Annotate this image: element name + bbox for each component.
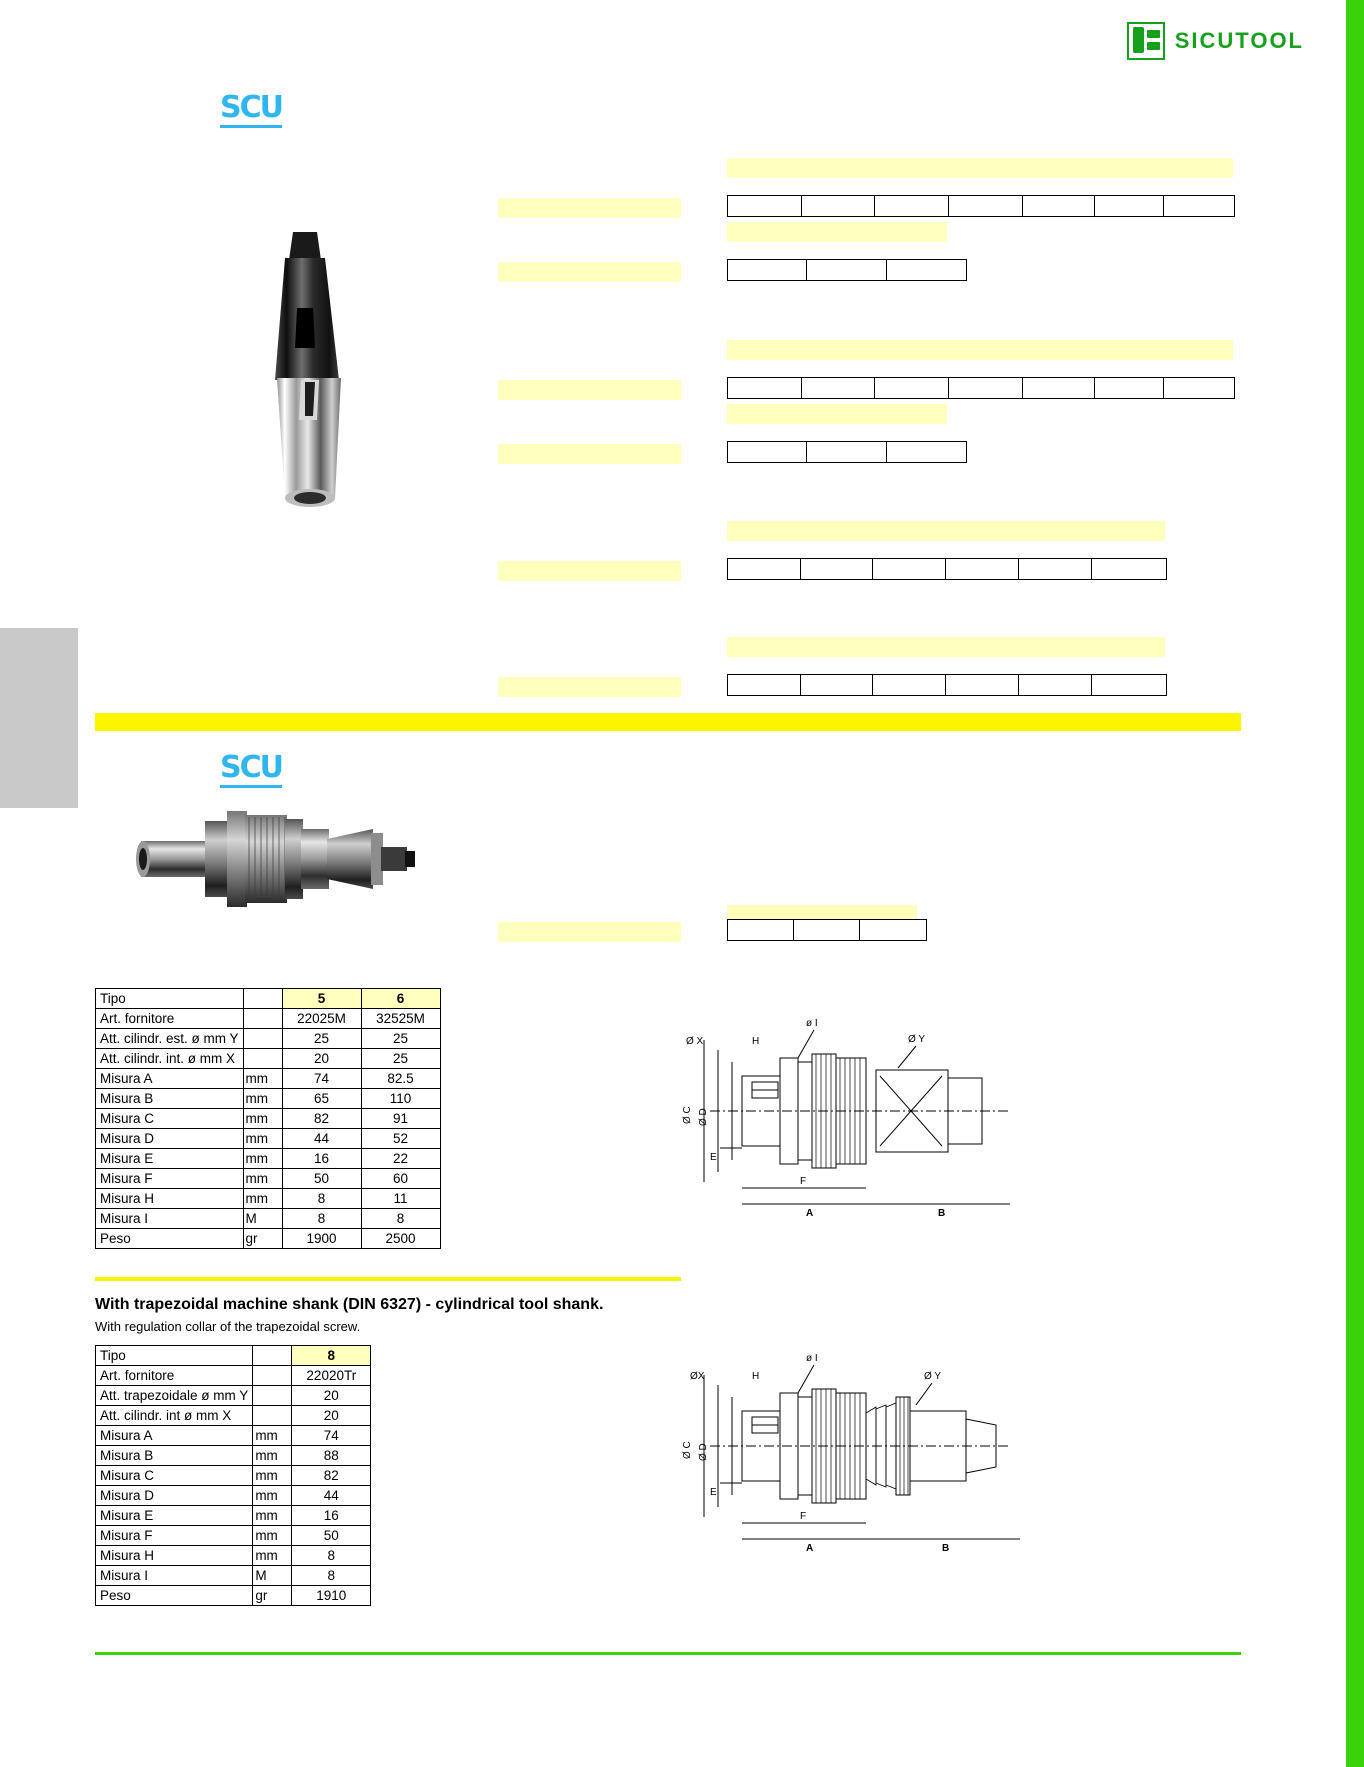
dim-label-f: F [800, 1176, 807, 1187]
redacted-label-6 [498, 677, 681, 697]
row-unit: mm [253, 1446, 292, 1466]
row-label: Misura A [96, 1426, 253, 1446]
row-unit: mm [243, 1149, 282, 1169]
row-label: Att. cilindr. est. ø mm Y [96, 1029, 244, 1049]
row-value: 20 [292, 1406, 371, 1426]
row-unit: mm [243, 1129, 282, 1149]
row-unit [243, 1029, 282, 1049]
row-value: 110 [361, 1089, 440, 1109]
row-unit: gr [253, 1586, 292, 1606]
redacted-label-7 [498, 922, 681, 942]
row-value: 25 [361, 1049, 440, 1069]
spec-boxrow-5 [727, 558, 1167, 580]
company-name: SICUTOOL [1174, 28, 1304, 53]
row-value: 6 [361, 989, 440, 1009]
row-value: 44 [292, 1486, 371, 1506]
spec-boxrow-6 [727, 674, 1167, 696]
table-row [96, 1366, 371, 1386]
redacted-heading-3 [727, 521, 1165, 541]
table-row [96, 1129, 441, 1149]
table-row [96, 1346, 371, 1366]
scu-logo-top: SCU [220, 90, 282, 125]
dim2-label-e: E [710, 1487, 717, 1498]
redacted-heading-1 [727, 158, 1233, 178]
spec-table-bottom-body [96, 1346, 371, 1606]
row-label: Misura A [96, 1069, 244, 1089]
row-unit: mm [243, 1069, 282, 1089]
section-title: With trapezoidal machine shank (DIN 6327) - cylindrical tool shank. [95, 1296, 604, 1313]
row-value: 91 [361, 1109, 440, 1129]
table-row [96, 1426, 371, 1446]
dim2-label-od: Ø D [698, 1443, 709, 1461]
row-label: Misura C [96, 1109, 244, 1129]
row-value: 82 [282, 1109, 361, 1129]
row-value: 74 [282, 1069, 361, 1089]
row-unit: M [243, 1209, 282, 1229]
row-label: Peso [96, 1586, 253, 1606]
row-value: 44 [282, 1129, 361, 1149]
table-row [96, 1546, 371, 1566]
row-value: 8 [282, 1209, 361, 1229]
row-unit: M [253, 1566, 292, 1586]
table-row [96, 1526, 371, 1546]
row-label: Att. cilindr. int. ø mm X [96, 1049, 244, 1069]
table-row [96, 1149, 441, 1169]
redacted-subheading-2 [727, 404, 947, 424]
dim-label-oy: Ø Y [908, 1034, 926, 1045]
row-unit [253, 1346, 292, 1366]
table-row [96, 1209, 441, 1229]
product-image-tapping-chuck [135, 795, 475, 925]
technical-drawing-top [680, 1000, 1060, 1230]
row-value: 22020Tr [292, 1366, 371, 1386]
row-label: Misura F [96, 1526, 253, 1546]
table-row [96, 1049, 441, 1069]
redacted-label-1 [498, 198, 681, 218]
row-label: Att. trapezoidale ø mm Y [96, 1386, 253, 1406]
dim-label-oc: Ø C [682, 1106, 693, 1124]
table-row [96, 1386, 371, 1406]
table-row [96, 1089, 441, 1109]
row-value: 50 [282, 1169, 361, 1189]
row-value: 82.5 [361, 1069, 440, 1089]
row-value: 88 [292, 1446, 371, 1466]
dim-label-e: E [710, 1152, 717, 1163]
row-value: 8 [282, 1189, 361, 1209]
row-unit: mm [243, 1169, 282, 1189]
row-unit [243, 989, 282, 1009]
row-unit [243, 1049, 282, 1069]
row-value: 16 [282, 1149, 361, 1169]
table-row [96, 1169, 441, 1189]
spec-table-top [95, 988, 441, 1249]
row-value: 25 [282, 1029, 361, 1049]
dim-label-oi: ø I [806, 1018, 818, 1029]
sicutool-logo-icon [1127, 22, 1165, 60]
footer-rule-green [95, 1652, 1241, 1655]
row-label: Misura C [96, 1466, 253, 1486]
redacted-label-3 [498, 380, 681, 400]
table-row [96, 1506, 371, 1526]
table-row [96, 1486, 371, 1506]
row-value: 65 [282, 1089, 361, 1109]
dim2-label-oi: ø I [806, 1353, 818, 1364]
row-value: 1900 [282, 1229, 361, 1249]
row-value: 74 [292, 1426, 371, 1446]
dim-label-ox: Ø X [686, 1036, 704, 1047]
row-label: Misura F [96, 1169, 244, 1189]
dim-label-b: B [938, 1208, 946, 1219]
spec-boxrow-1 [727, 195, 1235, 217]
row-value: 8 [292, 1546, 371, 1566]
row-value: 52 [361, 1129, 440, 1149]
row-value: 2500 [361, 1229, 440, 1249]
row-value: 22025M [282, 1009, 361, 1029]
table-row [96, 989, 441, 1009]
row-unit: mm [243, 1189, 282, 1209]
row-unit: gr [243, 1229, 282, 1249]
spec-table-metric [95, 988, 441, 1249]
spec-boxrow-7 [727, 919, 927, 941]
row-label: Misura H [96, 1546, 253, 1566]
redacted-subheading-1 [727, 222, 947, 242]
table-row [96, 1446, 371, 1466]
row-value: 82 [292, 1466, 371, 1486]
dim-label-a: A [806, 1208, 814, 1219]
redacted-label-2 [498, 262, 681, 282]
spec-table-bottom [95, 1345, 371, 1606]
row-label: Misura E [96, 1149, 244, 1169]
row-label: Tipo [96, 1346, 253, 1366]
row-label: Misura I [96, 1566, 253, 1586]
sicutool-logo [1127, 22, 1304, 60]
row-value: 5 [282, 989, 361, 1009]
spec-table-trapezoidal [95, 1345, 371, 1606]
right-green-bar [1346, 0, 1364, 1767]
row-unit: mm [253, 1506, 292, 1526]
row-label: Misura I [96, 1209, 244, 1229]
row-label: Misura D [96, 1129, 244, 1149]
scu-logo-middle: SCU [220, 750, 282, 785]
row-label: Misura B [96, 1089, 244, 1109]
section-divider-band [95, 713, 1241, 731]
spec-boxrow-2 [727, 259, 967, 281]
spec-boxrow-3 [727, 377, 1235, 399]
table-row [96, 1029, 441, 1049]
section-rule-yellow [95, 1277, 681, 1281]
table-row [96, 1406, 371, 1426]
row-unit [253, 1366, 292, 1386]
row-label: Art. fornitore [96, 1366, 253, 1386]
dim2-label-b: B [942, 1543, 950, 1554]
row-value: 11 [361, 1189, 440, 1209]
redacted-heading-2 [727, 340, 1233, 360]
row-label: Misura H [96, 1189, 244, 1209]
redacted-label-5 [498, 561, 681, 581]
dim2-label-h: H [752, 1371, 760, 1382]
row-label: Att. cilindr. int ø mm X [96, 1406, 253, 1426]
technical-drawing-bottom [680, 1335, 1060, 1565]
redacted-heading-4 [727, 637, 1165, 657]
row-value: 22 [361, 1149, 440, 1169]
row-value: 25 [361, 1029, 440, 1049]
row-unit [253, 1406, 292, 1426]
row-label: Misura D [96, 1486, 253, 1506]
table-row [96, 1586, 371, 1606]
row-unit: mm [253, 1526, 292, 1546]
row-label: Peso [96, 1229, 244, 1249]
dim-label-h: H [752, 1036, 760, 1047]
row-value: 32525M [361, 1009, 440, 1029]
dim-label-od: Ø D [698, 1108, 709, 1126]
row-unit: mm [253, 1426, 292, 1446]
row-label: Art. fornitore [96, 1009, 244, 1029]
dim2-label-oy: Ø Y [924, 1371, 942, 1382]
row-label: Tipo [96, 989, 244, 1009]
dim2-label-f: F [800, 1511, 807, 1522]
row-value: 8 [292, 1346, 371, 1366]
row-unit [253, 1386, 292, 1406]
dim2-label-ox: ØX [690, 1371, 705, 1382]
dim2-label-a: A [806, 1543, 814, 1554]
table-row [96, 1189, 441, 1209]
spec-boxrow-4 [727, 441, 967, 463]
row-value: 8 [292, 1566, 371, 1586]
table-row [96, 1009, 441, 1029]
spec-table-top-body [96, 989, 441, 1249]
dim2-label-oc: Ø C [682, 1441, 693, 1459]
table-row [96, 1229, 441, 1249]
row-value: 20 [282, 1049, 361, 1069]
product-image-drill-sleeve [255, 230, 415, 540]
row-unit: mm [243, 1109, 282, 1129]
row-label: Misura B [96, 1446, 253, 1466]
left-grey-tab [0, 628, 78, 808]
row-value: 1910 [292, 1586, 371, 1606]
section-subtitle: With regulation collar of the trapezoidal screw. [95, 1319, 361, 1334]
row-unit: mm [253, 1546, 292, 1566]
row-unit: mm [253, 1486, 292, 1506]
row-value: 16 [292, 1506, 371, 1526]
table-row [96, 1069, 441, 1089]
row-value: 50 [292, 1526, 371, 1546]
row-unit: mm [243, 1089, 282, 1109]
right-white-gap [1340, 0, 1346, 1767]
row-unit [243, 1009, 282, 1029]
row-value: 20 [292, 1386, 371, 1406]
table-row [96, 1466, 371, 1486]
row-label: Misura E [96, 1506, 253, 1526]
row-value: 8 [361, 1209, 440, 1229]
row-unit: mm [253, 1466, 292, 1486]
table-row [96, 1109, 441, 1129]
table-row [96, 1566, 371, 1586]
redacted-label-4 [498, 444, 681, 464]
row-value: 60 [361, 1169, 440, 1189]
